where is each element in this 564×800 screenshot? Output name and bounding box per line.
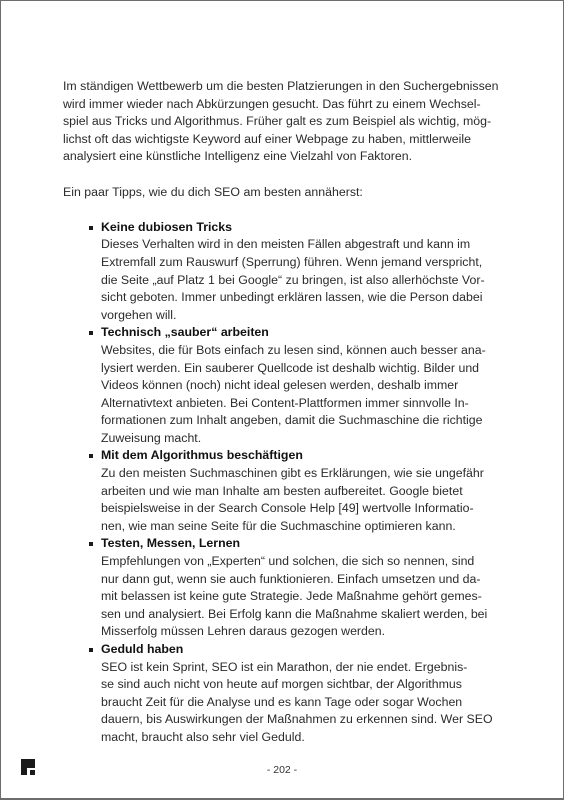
bullet-icon: [89, 454, 93, 458]
tip-line: se sind auch nicht von heute auf morgen sichtbar, der Algorithmus: [101, 677, 462, 692]
page-content: [63, 78, 501, 747]
tip-line: Dieses Verhalten wird in den meisten Fällen abgestraft und kann im: [101, 237, 471, 252]
tip-line: vorgehen will.: [101, 307, 177, 322]
tip-line: nur dann gut, wenn sie auch funktionieren. Einfach umsetzen und da-: [101, 571, 481, 586]
tip-line: dauern, bis Auswirkungen der Maßnahmen zu erkennen sind. Wer SEO: [101, 712, 493, 727]
tip-line: SEO ist kein Sprint, SEO ist ein Marathon, der nie endet. Ergebnis-: [101, 659, 468, 674]
tip-line: Extremfall zum Rauswurf (Sperrung) führen. Wenn jemand verspricht,: [101, 254, 483, 269]
bullet-icon: [89, 648, 93, 652]
tip-title: Keine dubiosen Tricks: [101, 219, 233, 234]
tip-item: [63, 535, 501, 641]
bullet-icon: [89, 331, 93, 335]
tip-line: Videos können (noch) nicht ideal gelesen werden, deshalb immer: [101, 378, 459, 393]
tip-body: [101, 465, 501, 535]
intro-line: Im ständigen Wettbewerb um die besten Platzierungen in den Suchergebnissen: [63, 79, 499, 93]
tip-line: arbeiten und wie man Inhalte am besten aufbereitet. Google bietet: [101, 483, 463, 498]
tip-line: braucht Zeit für die Analyse und es kann Tage oder sogar Wochen: [101, 694, 463, 709]
intro-line: wird immer wieder nach Abkürzungen gesucht. Das führt zu einem Wechsel-: [63, 96, 481, 111]
tip-item: [63, 219, 501, 325]
tip-title: Mit dem Algorithmus beschäftigen: [101, 448, 303, 463]
intro-line: lichst oft das wichtigste Keyword auf einer Webpage zu haben, mittlerweile: [63, 131, 472, 146]
page-number: - 202 -: [266, 764, 298, 776]
tip-item: [63, 324, 501, 447]
tip-line: mit belassen ist keine gute Strategie. Jede Maßnahme gehört gemes-: [101, 589, 482, 604]
tip-line: Zuweisung macht.: [101, 430, 202, 445]
tip-title: Technisch „sauber“ arbeiten: [101, 325, 269, 340]
tip-line: Empfehlungen von „Experten“ und solchen, die sich so nennen, sind: [101, 554, 475, 569]
tip-line: Misserfolg müssen Lehren daraus gezogen werden.: [101, 624, 386, 639]
tip-line: Zu den meisten Suchmaschinen gibt es Erklärungen, wie sie ungefähr: [101, 466, 484, 481]
tip-line: formationen zum Inhalt angeben, damit die Suchmaschine die richtige: [101, 413, 483, 428]
tip-line: lysiert werden. Ein sauberer Quellcode ist deshalb wichtig. Bilder und: [101, 360, 480, 375]
intro-line: spiel aus Tricks und Algorithmus. Früher galt es zum Beispiel als wichtig, mög-: [63, 114, 492, 129]
intro-paragraph: [63, 78, 501, 166]
intro-line: analysiert eine künstliche Intelligenz eine Vielzahl von Faktoren.: [63, 149, 413, 164]
tip-line: die Seite „auf Platz 1 bei Google“ zu bringen, ist also allerhöchste Vor-: [101, 272, 485, 287]
tip-line: beispielsweise in der Search Console Help [49] wertvolle Informatio-: [101, 501, 474, 516]
tip-body: [101, 236, 501, 324]
tip-body: [101, 553, 501, 641]
tip-line: sen und analysiert. Bei Erfolg kann die Maßnahme skaliert werden, bei: [101, 606, 488, 621]
tip-title: Testen, Messen, Lernen: [101, 536, 241, 551]
tip-line: sicht geboten. Immer unbedingt erklären lassen, wie die Person dabei: [101, 290, 483, 305]
tip-body: [101, 659, 501, 747]
tip-item: [63, 641, 501, 747]
tip-line: Alternativtext anbieten. Bei Content-Plattformen immer sinnvolle In-: [101, 395, 469, 410]
tip-line: macht, braucht also sehr viel Geduld.: [101, 729, 305, 744]
tips-intro: Ein paar Tipps, wie du dich SEO am besten annäherst:: [63, 184, 363, 199]
tips-list: [63, 219, 501, 747]
bullet-icon: [89, 542, 93, 546]
tip-item: [63, 447, 501, 535]
tip-title: Geduld haben: [101, 642, 184, 656]
tip-line: nen, wie man seine Seite für die Suchmaschine optimieren kann.: [101, 518, 456, 533]
tip-line: Websites, die für Bots einfach zu lesen sind, können auch besser ana-: [101, 342, 486, 357]
tip-body: [101, 342, 501, 448]
bullet-icon: [89, 226, 93, 230]
